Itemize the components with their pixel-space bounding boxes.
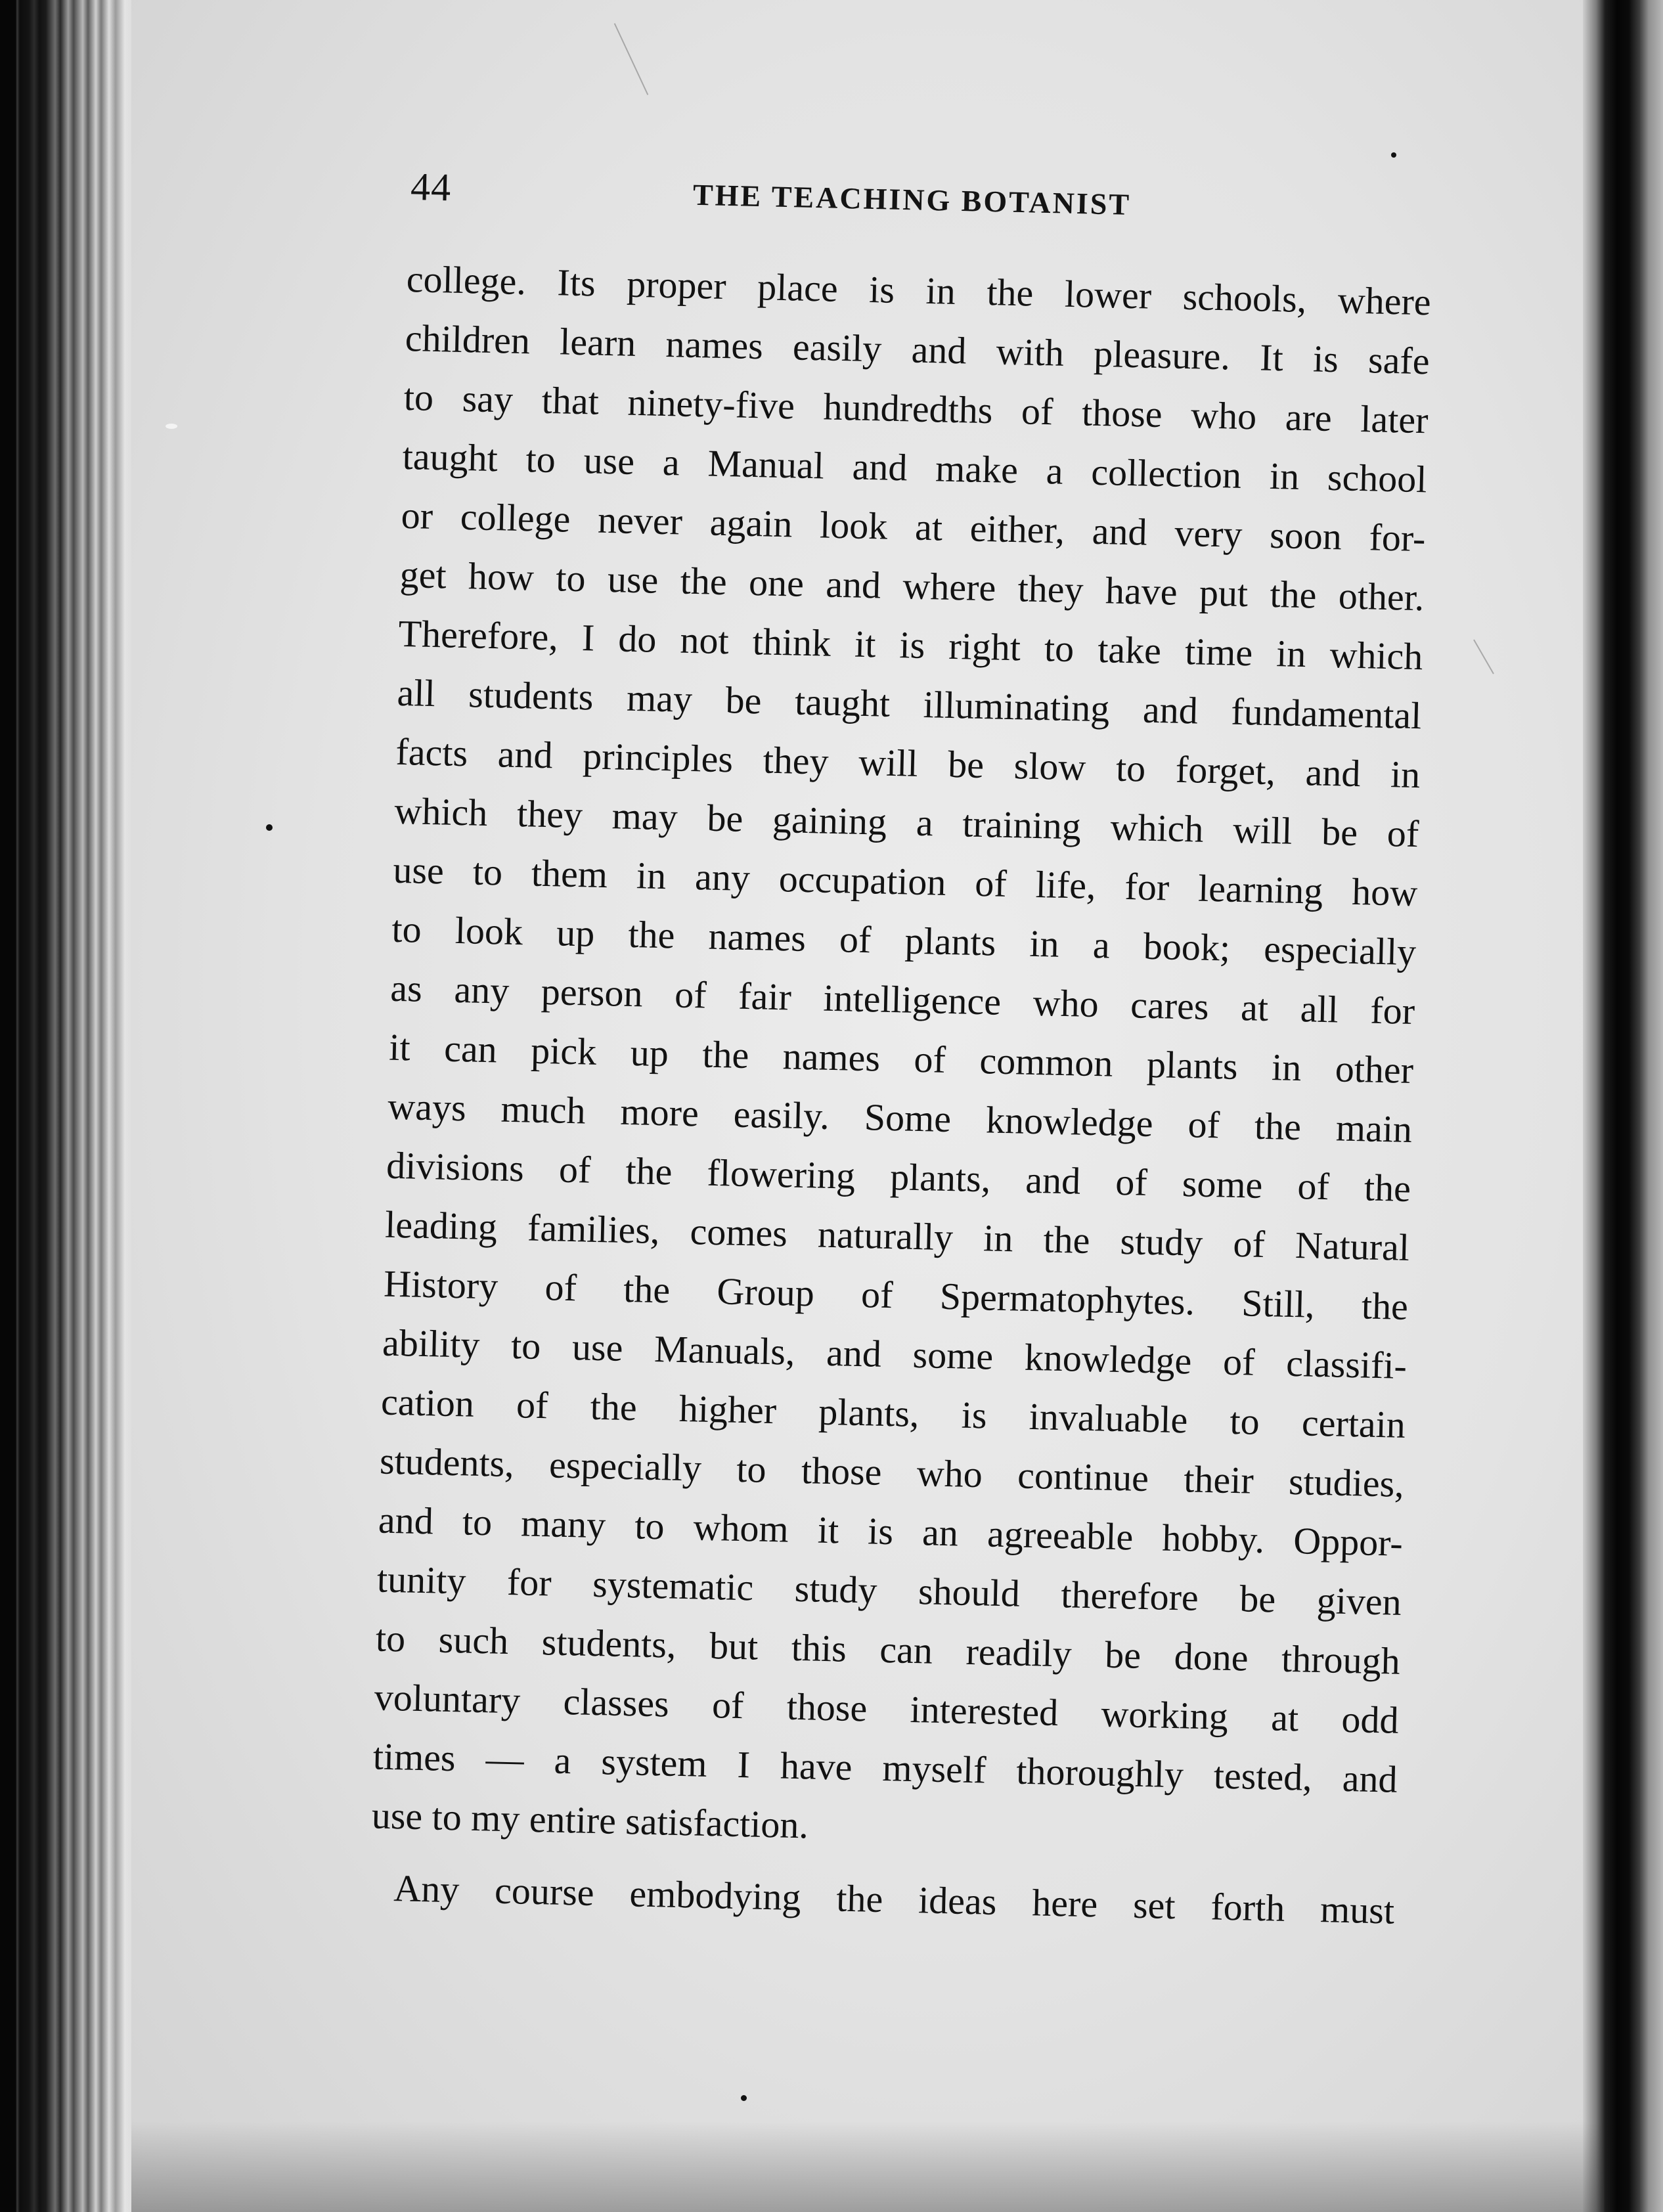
speck-mark [1391,152,1396,158]
text-line: or college never again look at either, and very soon for- [401,493,1427,560]
text-line: voluntary classes of those interested working at odd [374,1675,1400,1742]
text-line: times — a system I have myself thoroughly tested, and [372,1735,1398,1801]
book-binding-gutter [0,0,138,2212]
text-line: it can pick up the names of common plants in other [388,1025,1414,1092]
text-line: History of the Group of Spermatophytes. Still, the [383,1262,1409,1328]
text-line: leading families, comes naturally in the study of Natural [384,1203,1410,1270]
text-line: college. Its proper place is in the lower schools, where [406,257,1432,324]
text-line: ability to use Manuals, and some knowledge of classifi- [382,1321,1408,1387]
speck-mark [266,824,273,831]
text-line: cation of the higher plants, is invaluable to certain [380,1380,1406,1446]
text-line: divisions of the flowering plants, and of some of the [386,1143,1411,1210]
text-line: use to them in any occupation of life, for learning how [392,848,1418,915]
text-line: Therefore, I do not think it is right to take time in which [398,611,1424,678]
text-line: use to my entire satisfaction. [371,1794,809,1847]
text-line: students, especially to those who continue their studies, [379,1439,1405,1505]
text-line: tunity for systematic study should therefore be given [376,1557,1402,1624]
text-line: which they may be gaining a training which will be of [393,789,1419,856]
running-head: THE TEACHING BOTANIST [692,177,1132,221]
text-line: children learn names easily and with pleasure. It is safe [405,316,1430,383]
text-line: and to many to whom it is an agreeable hobby. Oppor- [378,1498,1404,1564]
text-line: as any person of fair intelligence who cares at all for [389,966,1415,1033]
page-edge-shadow [1583,0,1663,2212]
text-line: Any course embodying the ideas here set forth must [393,1867,1395,1932]
speck-mark [741,2095,747,2101]
body-text [369,250,1431,1941]
text-line: to say that ninety-five hundredths of those who are later [403,375,1429,442]
text-line: facts and principles they will be slow to forget, and in [395,730,1421,797]
text-line: ways much more easily. Some knowledge of the main [387,1084,1413,1151]
page-number: 44 [410,165,452,210]
page-bottom-shade [131,2121,1603,2212]
text-line: to such students, but this can readily be done through [375,1616,1401,1683]
text-line: all students may be taught illuminating and fundamental [396,671,1423,738]
text-line: get how to use the one and where they have put the other. [399,552,1425,619]
text-line: taught to use a Manual and make a collection in school [402,434,1428,501]
text-line: to look up the names of plants in a book; especially [391,907,1417,974]
speck-mark [166,424,177,429]
